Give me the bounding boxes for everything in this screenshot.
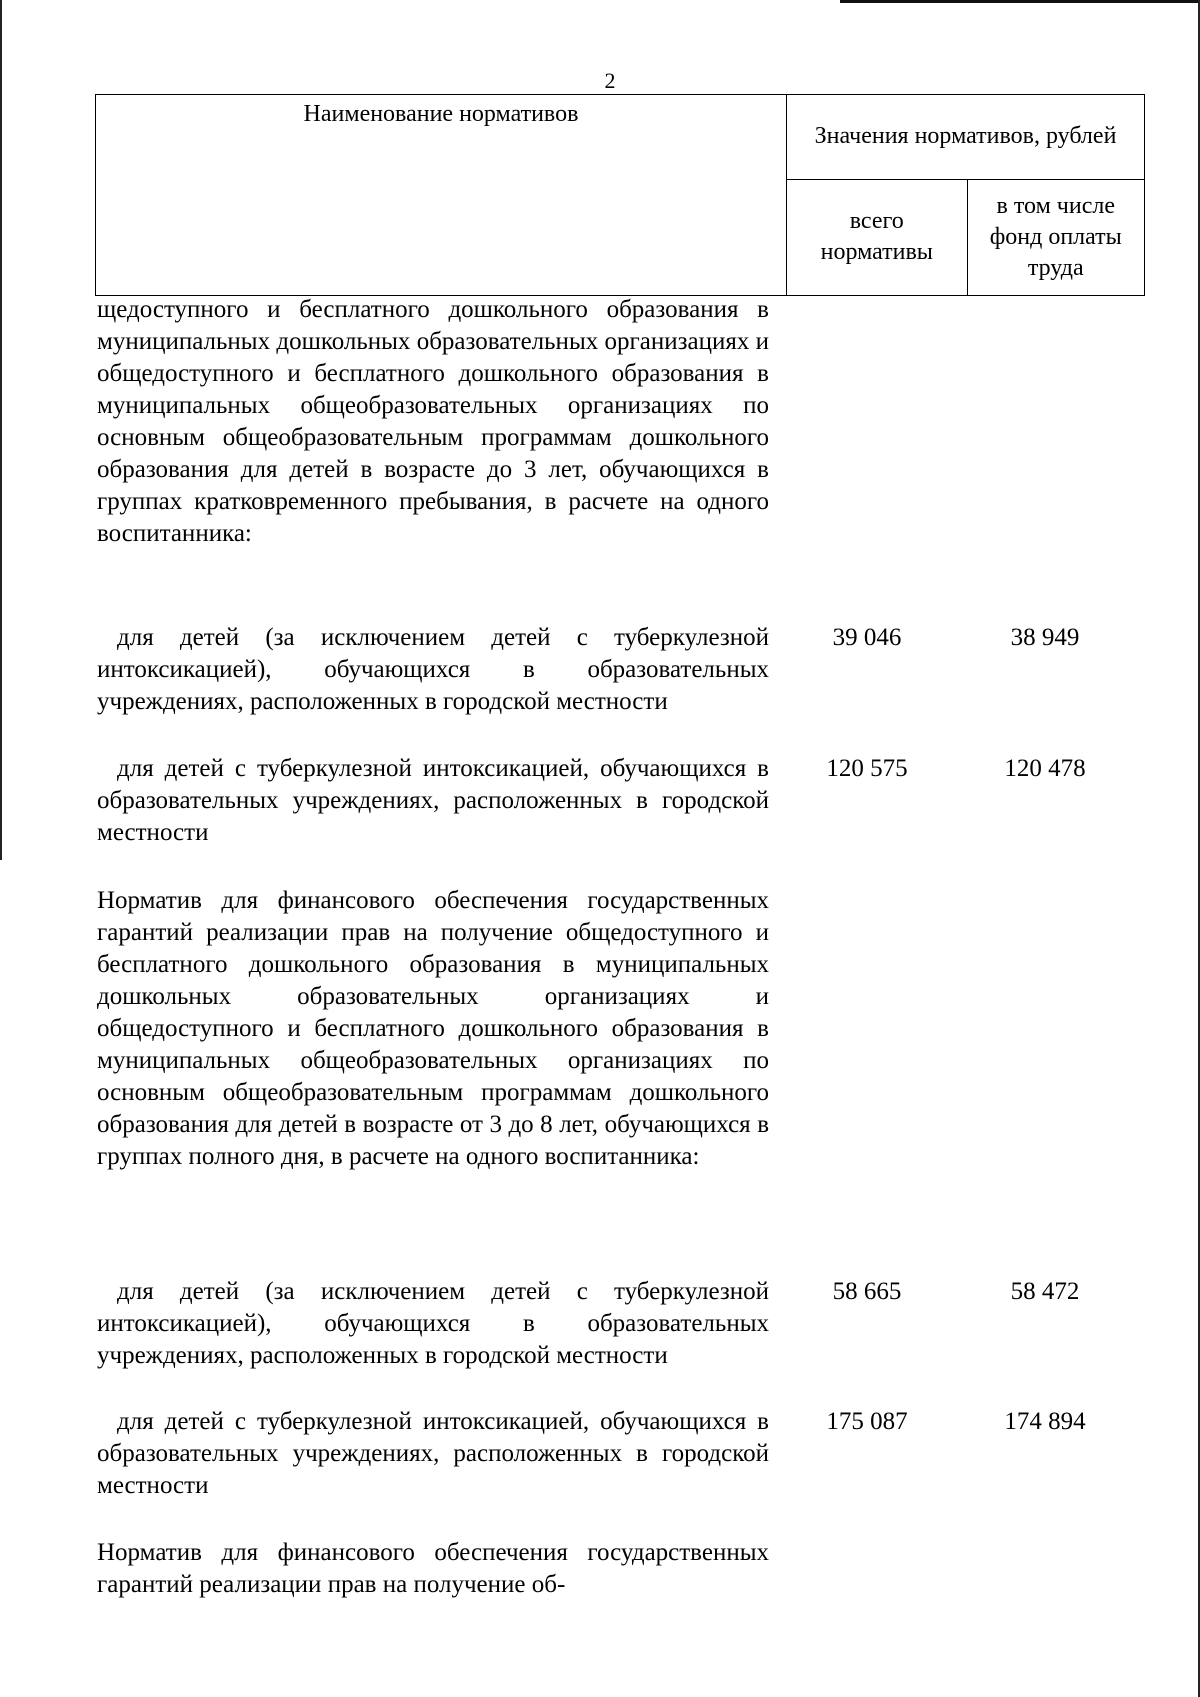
norms-table-header — [95, 94, 1145, 296]
norm-wage-fund-value: 38 949 — [1010, 624, 1080, 651]
norm-total-value: 120 575 — [826, 755, 908, 782]
header-norm-name: Наименование нормативов — [96, 95, 787, 296]
norm-wage-fund-value: 174 894 — [1004, 1408, 1086, 1435]
header-wage-fund: в том числе фонд оплаты труда — [967, 179, 1144, 295]
norm-row-text: для детей (за исключением детей с туберкулезной интоксикацией), обучающихся в образовательных учреждениях, расположенных в городской местности — [97, 624, 769, 715]
norm-total-value: 39 046 — [832, 624, 902, 651]
norm-wage-fund-value: 120 478 — [1004, 755, 1086, 782]
scan-edge-top — [840, 0, 1200, 3]
scan-edge-left — [0, 0, 2, 860]
header-norm-values: Значения нормативов, рублей — [787, 95, 1145, 180]
norm-total-value: 175 087 — [826, 1408, 908, 1435]
norm-row-text: для детей с туберкулезной интоксикацией, обучающихся в образовательных учреждениях, расположенных в городской местности — [97, 755, 769, 846]
norm-row-text: для детей (за исключением детей с туберкулезной интоксикацией), обучающихся в образовательных учреждениях, расположенных в городской местности — [97, 1278, 769, 1369]
header-total-norms: всего нормативы — [787, 179, 968, 295]
norm-row-text: Норматив для финансового обеспечения государственных гарантий реализации прав на получение об- — [97, 1539, 769, 1598]
norm-wage-fund-value: 58 472 — [1010, 1278, 1080, 1305]
norm-row-text: для детей с туберкулезной интоксикацией, обучающихся в образовательных учреждениях, расположенных в городской местности — [97, 1408, 769, 1499]
norm-row-text: Норматив для финансового обеспечения государственных гарантий реализации прав на получение общедоступного и бесплатного дошкольного образования в муниципальных дошкольных образовательных организациях и общедоступного и бесплатного дошкольного образования в муниципальных общеобразовательных организациях по основным общеобразовательным программам дошкольного образования для детей в возрасте от 3 до 8 лет, обучающихся в группах полного дня, в расчете на одного воспитанника: — [97, 887, 769, 1170]
page-number: 2 — [604, 68, 616, 93]
norm-row-text: щедоступного и бесплатного дошкольного образования в муниципальных дошкольных образовательных организациях и общедоступного и бесплатного дошкольного образования в муниципальных общеобразовательных организациях по основным общеобразовательным программам дошкольного образования для детей в возрасте до 3 лет, обучающихся в группах кратковременного пребывания, в расчете на одного воспитанника: — [97, 296, 769, 547]
norm-total-value: 58 665 — [832, 1278, 902, 1305]
